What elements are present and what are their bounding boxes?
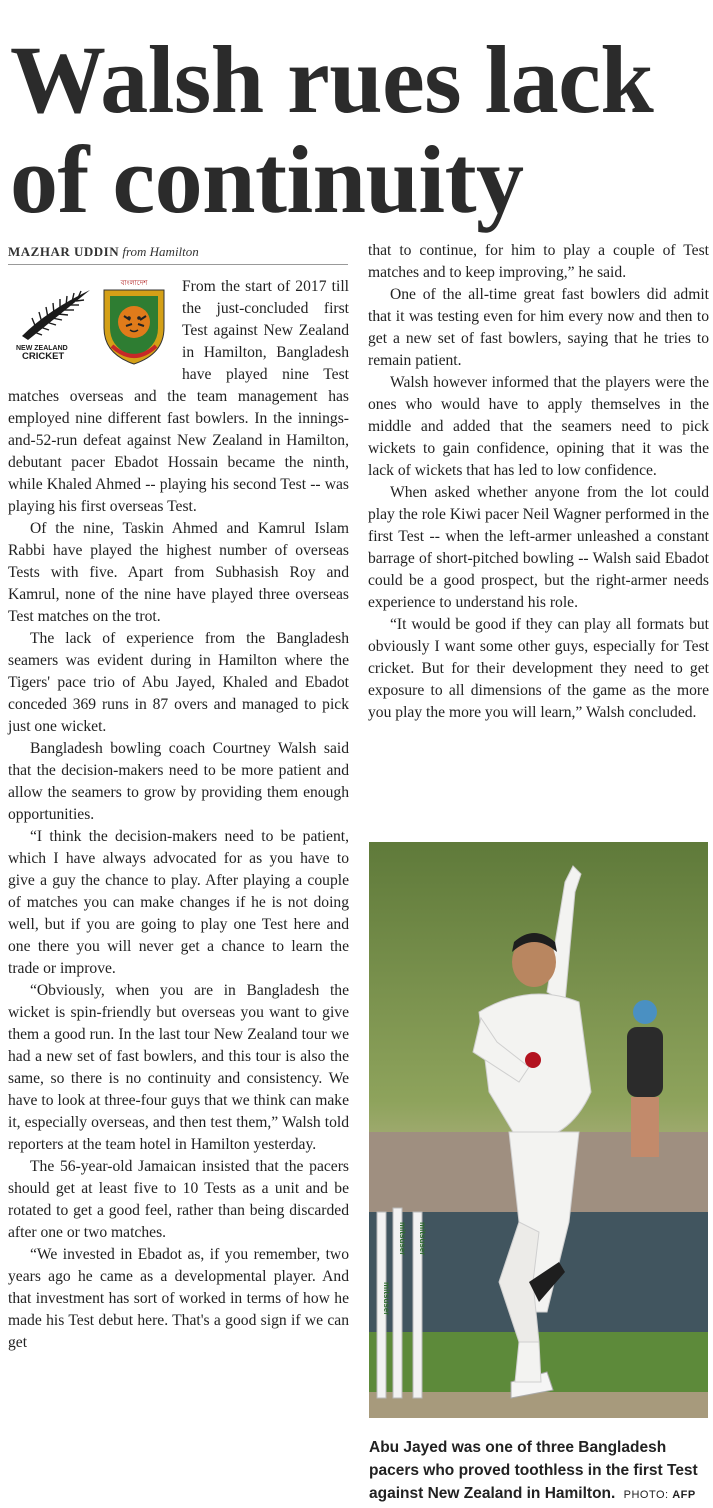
paragraph: Bangladesh bowling coach Courtney Walsh said that the decision-makers need to be more patient and allow the seamers to grow by providing them enough opportunities. [8,740,349,823]
svg-text:NEW ZEALAND: NEW ZEALAND [16,345,68,352]
stump-sponsor-text: mitsuser [382,1282,391,1316]
stump-sponsor-text: mitsuser [418,1222,427,1256]
author-name: MAZHAR UDDIN [8,244,120,259]
paragraph: The 56-year-old Jamaican insisted that the pacers should get at least five to 10 Tests as a unit and be rotated to get a good feel, rather than being discarded after one or two matches. [8,1158,349,1241]
paragraph: Walsh however informed that the players were the ones who would have to apply themselves in the middle and added that the seamers need to pick wickets to gain confidence, opining that it was the lack of wickets that has led to low confidence. [368,374,709,479]
caption-text: Abu Jayed was one of three Bangladesh pacers who proved toothless in the first Test against New Zealand in Hamilton. [369,1439,698,1502]
paragraph: When asked whether anyone from the lot could play the role Kiwi pacer Neil Wagner performed in the first Test -- when the left-armer unleashed a constant barrage of short-pitched bowling -- Walsh said Ebadot could be a good prospect, but the right-armer needs experience to understand his role. [368,484,709,611]
paragraph: From the start of 2017 till the just-concluded first Test against New Zealand in Hamilton, Bangladesh have played nine Test matches overseas and the team management has employed nine different fast bowlers. In the innings-and-52-run defeat against New Zealand in Hamilton, debutant pacer Ebadot Hossain became the ninth, while Khaled Ahmed -- playing his second Test -- was playing his first overseas Test. [8,278,349,515]
headline: Walsh rues lack of continuity [10,26,654,233]
byline [8,244,348,265]
article-column-1 [8,276,349,1354]
logos [8,276,178,372]
stump-sponsor-text: mitsuser [398,1222,407,1256]
bowler-illustration [369,842,708,1418]
bcb-crest-logo [96,276,172,368]
credit-label: PHOTO: [623,1489,669,1501]
paragraph: The lack of experience from the Bangladesh seamers was evident during in Hamilton where the Tigers' pace trio of Abu Jayed, Khaled and Ebadot conceded 369 runs in 87 overs and managed to pick just one wicket. [8,630,349,735]
nz-cricket-logo [14,280,94,360]
dateline: from Hamilton [122,244,199,259]
svg-text:বাংলাদেশ: বাংলাদেশ [120,279,148,287]
paragraph: “I think the decision-makers need to be patient, which I have always advocated for as you have to give a guy the chance to play. After playing a couple of matches you can make changes if he is not doing well, but if you are going to play one Test here and one there you will never get a chance to learn the trade or improve. [8,828,349,977]
paragraph: Of the nine, Taskin Ahmed and Kamrul Islam Rabbi have played the highest number of overseas Tests with five. Apart from Subhasish Roy and Kamrul, none of the nine have played three overseas Test matches on the trot. [8,520,349,625]
photo-caption [369,1436,709,1507]
article-column-2 [368,240,709,724]
photo-credit [624,1489,696,1501]
paragraph: “Obviously, when you are in Bangladesh the wicket is spin-friendly but overseas you want to give them a good run. In the last tour New Zealand tour we had a new set of fast bowlers, and this tour is also the same, so there is no continuity and consistency. We have to look at three-four guys that we think can make it, especially overseas, and then test them,” Walsh told reporters at the team hotel in Hamilton yesterday. [8,982,349,1153]
paragraph: “It would be good if they can play all formats but obviously I want some other guys, especially for Test cricket. But for their development they need to get exposure to all dimensions of the game as the more you play the more you will learn,” Walsh concluded. [368,616,709,721]
news-photo [369,842,708,1418]
credit-source: AFP [672,1489,696,1501]
svg-text:CRICKET: CRICKET [22,351,65,360]
paragraph: One of the all-time great fast bowlers did admit that it was testing even for him every now and then to get a new set of fast bowlers, saying that he tries to remain patient. [368,286,709,369]
paragraph: “We invested in Ebadot as, if you remember, two years ago he came as a developmental player. And that investment has sort of worked in terms of how he made his Test debut here. That's a good sign if we can get [8,1246,349,1351]
paragraph: that to continue, for him to play a couple of Test matches and to keep improving,” he said. [368,242,709,281]
